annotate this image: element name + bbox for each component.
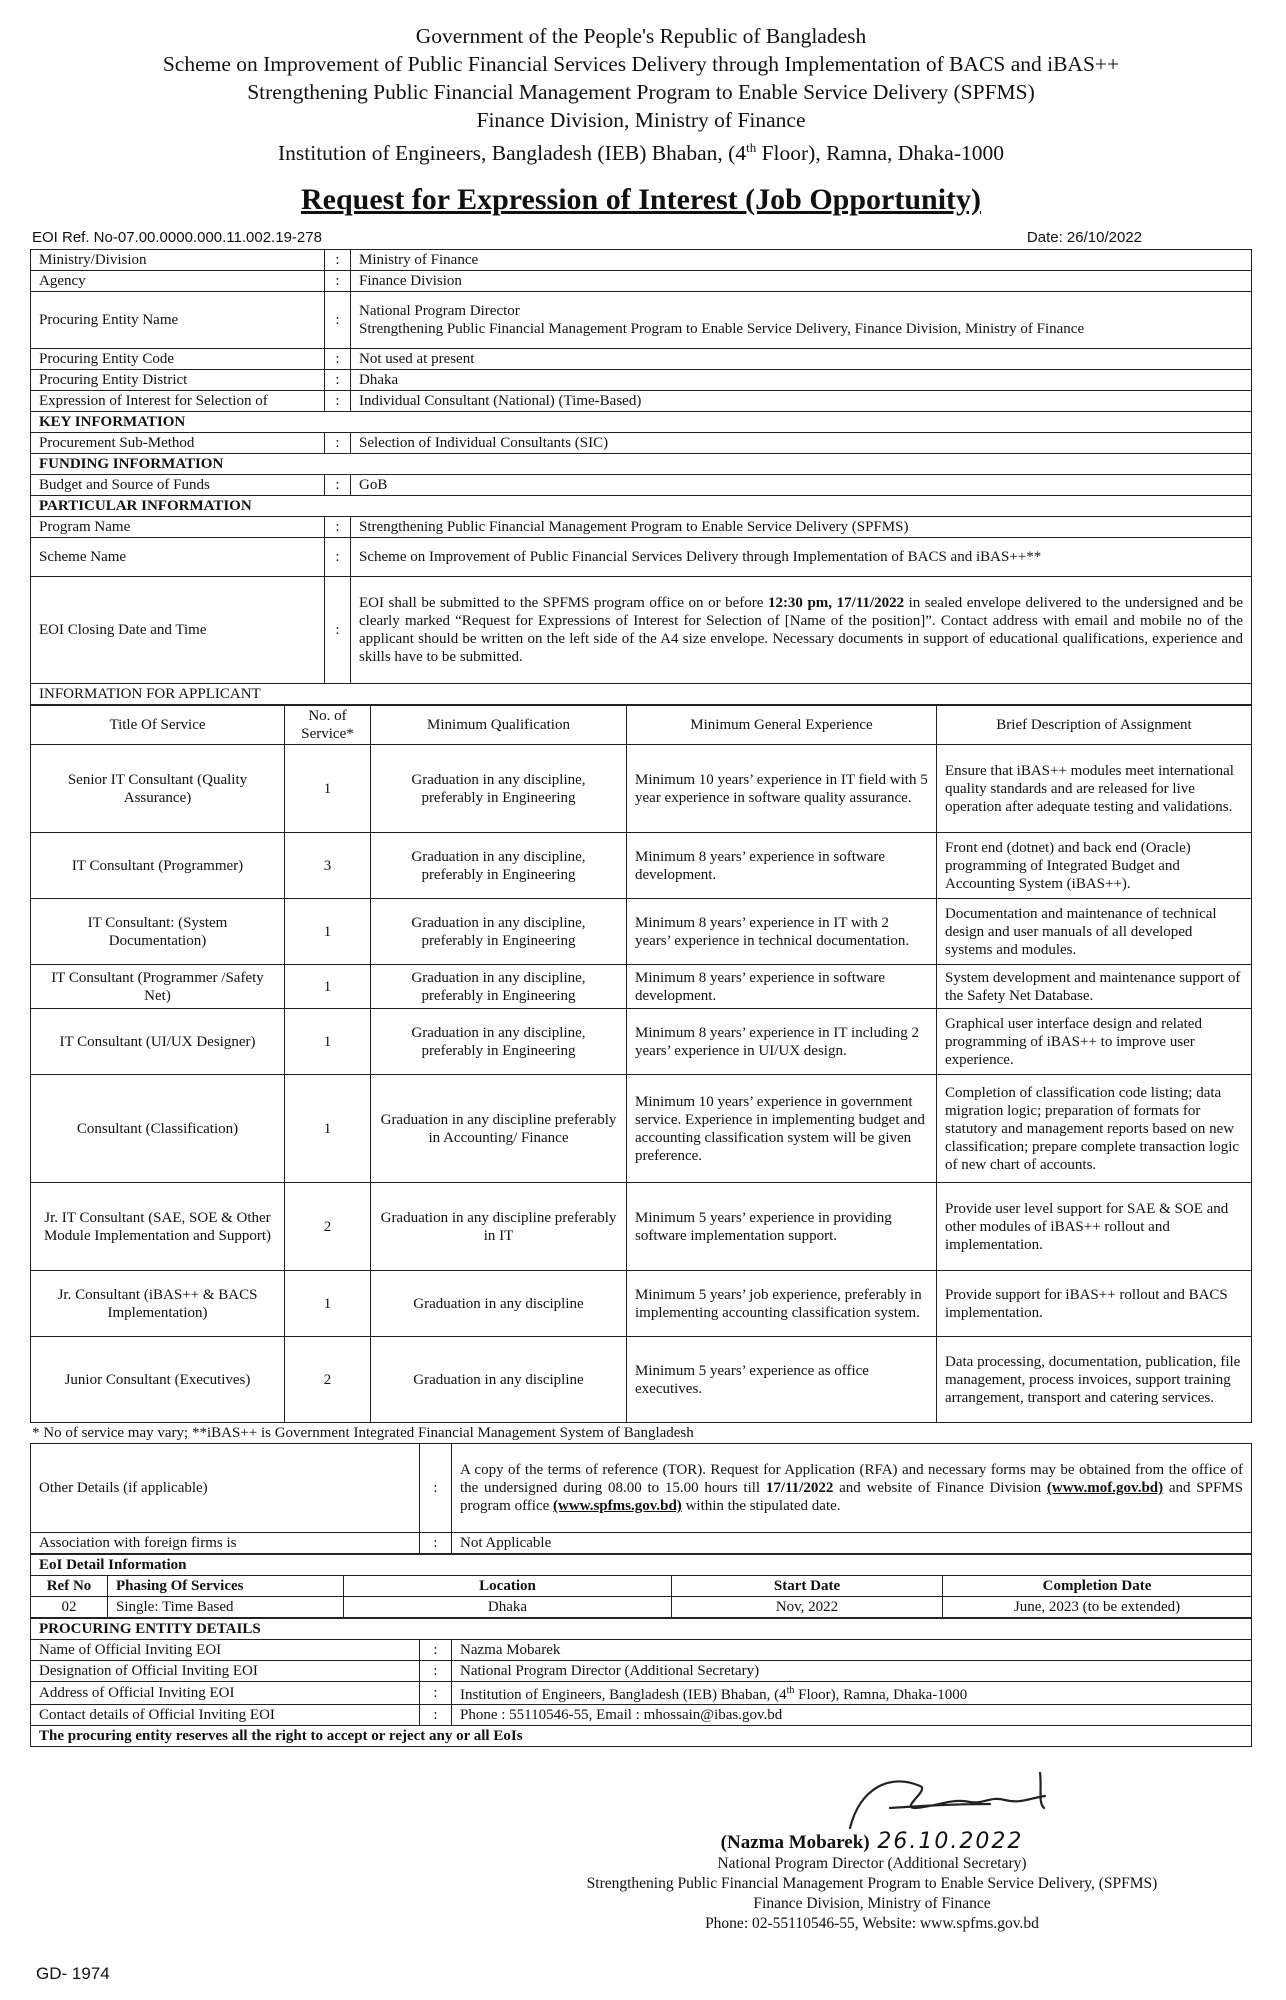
letterhead	[30, 22, 1252, 167]
eoi-detail-table	[30, 1554, 1252, 1618]
table-row: Address of Official Inviting EOI : Institution of Engineers, Bangladesh (IEB) Bhaban, (4th Floor), Ramna, Dhaka-1000	[31, 1682, 1252, 1705]
table-row: Agency : Finance Division	[31, 271, 1252, 292]
table-row: 02 Single: Time Based Dhaka Nov, 2022 June, 2023 (to be extended)	[31, 1597, 1252, 1618]
table-row: Expression of Interest for Selection of : Individual Consultant (National) (Time-Based)	[31, 391, 1252, 412]
signatory-program: Strengthening Public Financial Management Program to Enable Service Delivery, (SPFMS)	[586, 1875, 1158, 1892]
table-row: Procurement Sub-Method : Selection of Individual Consultants (SIC)	[31, 433, 1252, 454]
table-row: Budget and Source of Funds : GoB	[31, 475, 1252, 496]
table-row: Procuring Entity Name : National Program Director Strengthening Public Financial Management Program to Enable Service Delivery, Finance Division, Ministry of Finance	[31, 292, 1252, 349]
section-heading: INFORMATION FOR APPLICANT	[31, 684, 1252, 705]
basic-info-table	[30, 249, 1252, 705]
eoi-closing-details: EOI shall be submitted to the SPFMS program office on or before 12:30 pm, 17/11/2022 in sealed envelope delivered to the undersigned and be clearly marked “Request for Expressions of Interest for Selection of [Name of the position]”. Contact address with email and mobile no of the applicant should be written on the left side of the A4 size envelope. Necessary documents in support of educational qualifications, experience and skills have to be submitted.	[351, 577, 1252, 684]
rights-statement: The procuring entity reserves all the right to accept or reject any or all EoIs	[31, 1726, 1252, 1747]
table-row: Procuring Entity District : Dhaka	[31, 370, 1252, 391]
signatory-name: (Nazma Mobarek)	[720, 1832, 870, 1853]
table-row: Contact details of Official Inviting EOI : Phone : 55110546-55, Email : mhossain@ibas.gov.bd	[31, 1705, 1252, 1726]
issue-date: Date: 26/10/2022	[1026, 229, 1142, 247]
division-line: Finance Division, Ministry of Finance	[476, 108, 806, 132]
section-heading: KEY INFORMATION	[31, 412, 1252, 433]
program-line: Strengthening Public Financial Management Program to Enable Service Delivery (SPFMS)	[247, 80, 1035, 104]
footnote: * No of service may vary; **iBAS++ is Government Integrated Financial Management System of Bangladesh	[32, 1425, 694, 1442]
other-details-table	[30, 1443, 1252, 1554]
signatory-division: Finance Division, Ministry of Finance	[753, 1895, 991, 1912]
table-row: IT Consultant (UI/UX Designer) 1 Graduation in any discipline, preferably in Engineering Minimum 8 years’ experience in IT including 2 years’ experience in UI/UX design. Graphical user interface design and related programming of iBAS++ to improve user experience.	[31, 1009, 1252, 1075]
table-row: Designation of Official Inviting EOI : National Program Director (Additional Secretary)	[31, 1661, 1252, 1682]
table-row: EOI Closing Date and Time : EOI shall be submitted to the SPFMS program office on or before 12:30 pm, 17/11/2022 in sealed envelope delivered to the undersigned and be clearly marked “Request for Expressions of Interest for Selection of [Name of the position]”. Contact address with email and mobile no of the applicant should be written on the left side of the A4 size envelope. Necessary documents in support of educational qualifications, experience and skills have to be submitted.	[31, 577, 1252, 684]
section-heading: PARTICULAR INFORMATION	[31, 496, 1252, 517]
eoi-ref-number: EOI Ref. No-07.00.0000.000.11.002.19-278	[32, 229, 322, 247]
spfms-website-link[interactable]: (www.spfms.gov.bd)	[553, 1498, 682, 1515]
table-row: Jr. IT Consultant (SAE, SOE & Other Module Implementation and Support) 2 Graduation in any discipline preferably in IT Minimum 5 years’ experience in providing software implementation support. Provide user level support for SAE & SOE and other modules of iBAS++ rollout and implementation.	[31, 1183, 1252, 1271]
table-row: Other Details (if applicable) : A copy of the terms of reference (TOR). Request for Application (RFA) and necessary forms may be obtained from the office of the undersigned during 08.00 to 15.00 hours till 17/11/2022 and website of Finance Division (www.mof.gov.bd) and SPFMS program office (www.spfms.gov.bd) within the stipulated date.	[31, 1444, 1252, 1533]
scheme-line: Scheme on Improvement of Public Financial Services Delivery through Implementation of BACS and iBAS++	[162, 52, 1120, 76]
table-row: IT Consultant (Programmer /Safety Net) 1 Graduation in any discipline, preferably in Engineering Minimum 8 years’ experience in software development. System development and maintenance support of the Safety Net Database.	[31, 965, 1252, 1009]
table-header-row: Title Of Service No. of Service* Minimum Qualification Minimum General Experience Brief Description of Assignment	[31, 706, 1252, 745]
table-row: Junior Consultant (Executives) 2 Graduation in any discipline Minimum 5 years’ experience as office executives. Data processing, documentation, publication, file management, process invoices, support training arrangement, transport and catering services.	[31, 1337, 1252, 1423]
table-row: Procuring Entity Code : Not used at present	[31, 349, 1252, 370]
mof-website-link[interactable]: (www.mof.gov.bd)	[1046, 1480, 1164, 1497]
address-line: Institution of Engineers, Bangladesh (IEB) Bhaban, (4th Floor), Ramna, Dhaka-1000	[277, 140, 1005, 166]
signatory-designation: National Program Director (Additional Secretary)	[717, 1855, 1027, 1872]
table-row: Consultant (Classification) 1 Graduation in any discipline preferably in Accounting/ Finance Minimum 10 years’ experience in government service. Experience in implementing budget and accounting classification system will be given preference. Completion of classification code listing; data migration logic; preparation of formats for statutory and management reports based on new classification; prepare complete transaction logic of new chart of accounts.	[31, 1075, 1252, 1183]
table-row: Senior IT Consultant (Quality Assurance) 1 Graduation in any discipline, preferably in Engineering Minimum 10 years’ experience in IT field with 5 year experience in software quality assurance. Ensure that iBAS++ modules meet international quality standards and are released for live operation after adequate testing and validations.	[31, 745, 1252, 833]
table-row: IT Consultant: (System Documentation) 1 Graduation in any discipline, preferably in Engineering Minimum 8 years’ experience in IT with 2 years’ experience in technical documentation. Documentation and maintenance of technical design and user manuals of all developed systems and modules.	[31, 899, 1252, 965]
procuring-entity-table	[30, 1618, 1252, 1747]
table-row: Ministry/Division : Ministry of Finance	[31, 250, 1252, 271]
table-header-row: Ref No Phasing Of Services Location Start Date Completion Date	[31, 1576, 1252, 1597]
table-row: Association with foreign firms is : Not Applicable	[31, 1533, 1252, 1554]
ref-line	[30, 229, 1252, 249]
table-row: Jr. Consultant (iBAS++ & BACS Implementation) 1 Graduation in any discipline Minimum 5 years’ job experience, preferably in implementing accounting classification system. Provide support for iBAS++ rollout and BACS implementation.	[31, 1271, 1252, 1337]
page-title: Request for Expression of Interest (Job Opportunity)	[300, 183, 982, 217]
section-heading: PROCURING ENTITY DETAILS	[31, 1619, 1252, 1640]
signature-mark	[830, 1768, 1090, 1838]
table-row: Program Name : Strengthening Public Financial Management Program to Enable Service Delivery (SPFMS)	[31, 517, 1252, 538]
signature-block	[492, 1829, 1252, 1934]
signatory-contact: Phone: 02-55110546-55, Website: www.spfms.gov.bd	[705, 1915, 1039, 1932]
table-row: Name of Official Inviting EOI : Nazma Mobarek	[31, 1640, 1252, 1661]
other-details-text: A copy of the terms of reference (TOR). Request for Application (RFA) and necessary forms may be obtained from the office of the undersigned during 08.00 to 15.00 hours till 17/11/2022 and website of Finance Division (www.mof.gov.bd) and SPFMS program office (www.spfms.gov.bd) within the stipulated date.	[452, 1444, 1252, 1533]
government-line: Government of the People's Republic of Bangladesh	[415, 24, 867, 48]
handwritten-date: 26.10.2022	[877, 1829, 1024, 1854]
section-heading: FUNDING INFORMATION	[31, 454, 1252, 475]
table-row: IT Consultant (Programmer) 3 Graduation in any discipline, preferably in Engineering Minimum 8 years’ experience in software development. Front end (dotnet) and back end (Oracle) programming of Integrated Budget and Accounting System (iBAS++).	[31, 833, 1252, 899]
services-table	[30, 705, 1252, 1423]
gd-code: GD- 1974	[36, 1964, 110, 1983]
section-heading: EoI Detail Information	[31, 1555, 1252, 1576]
table-row: Scheme Name : Scheme on Improvement of Public Financial Services Delivery through Implementation of BACS and iBAS++**	[31, 538, 1252, 577]
eoi-notice-page	[30, 22, 1252, 1747]
